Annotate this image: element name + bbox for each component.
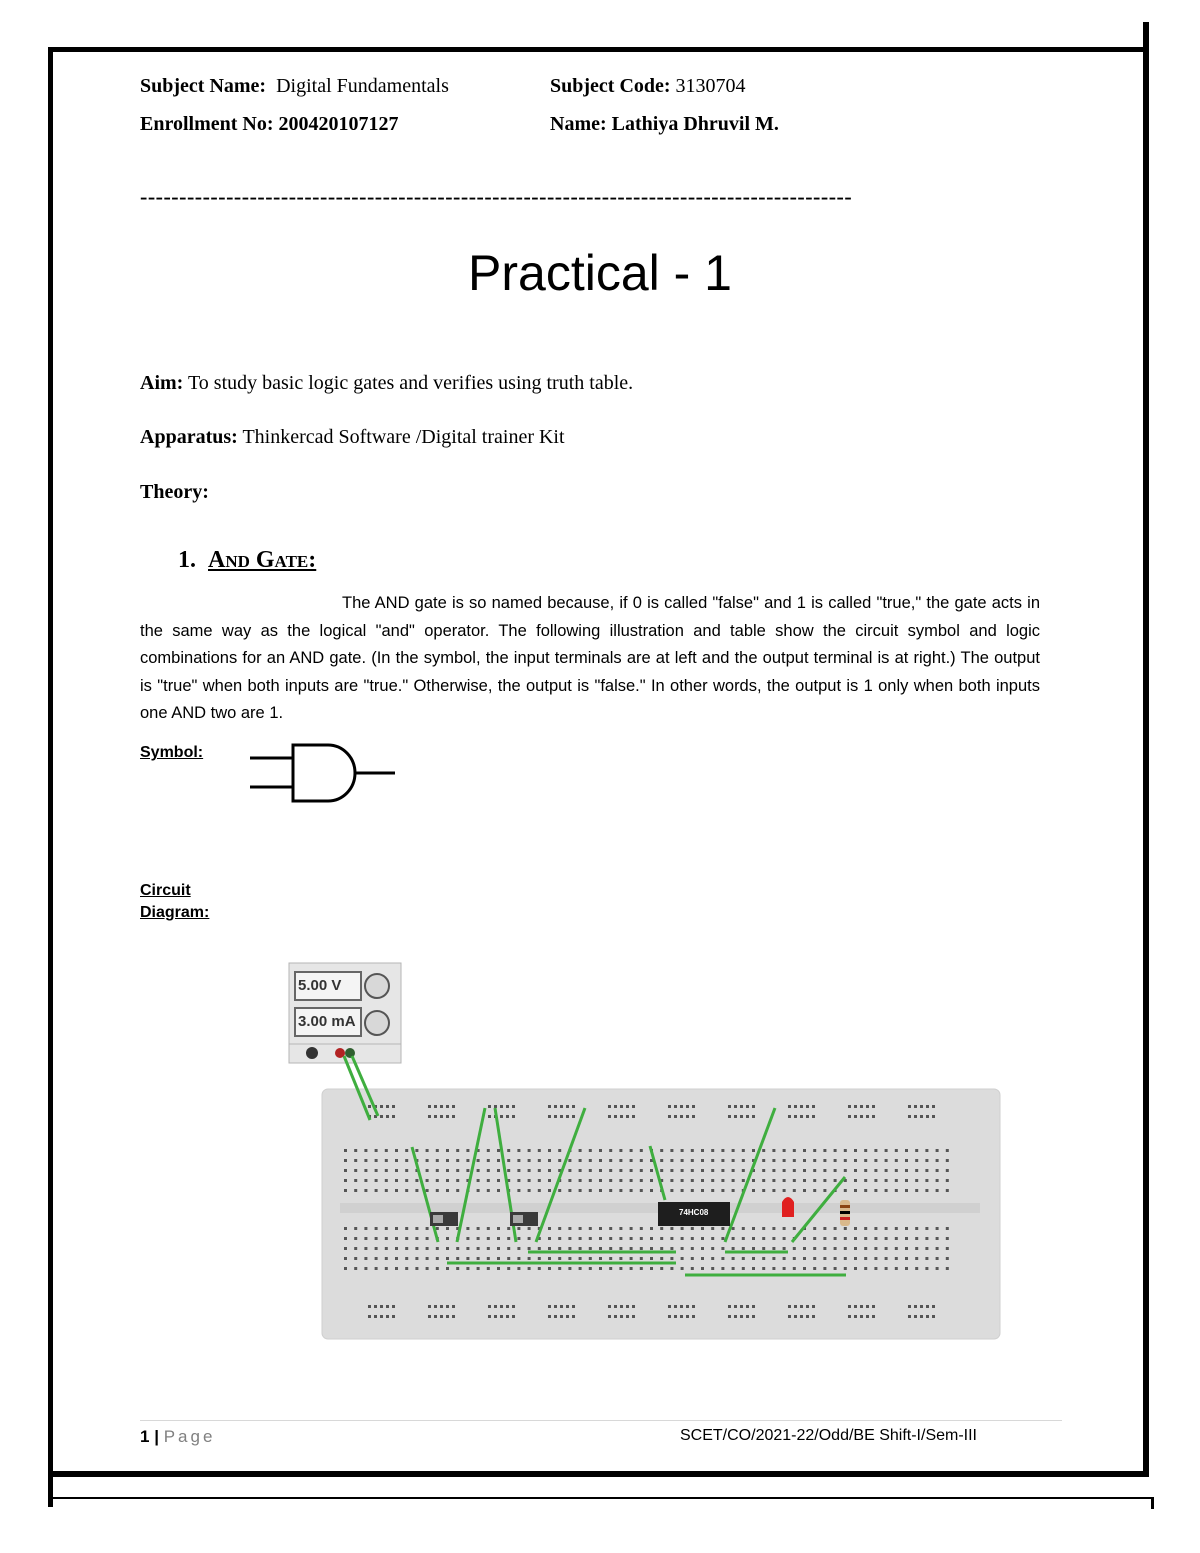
- footer-code: SCET/CO/2021-22/Odd/BE Shift-I/Sem-III: [680, 1427, 977, 1444]
- section-number: 1.: [178, 547, 196, 573]
- apparatus-text: Thinkercad Software /Digital trainer Kit: [242, 426, 565, 448]
- enrollment-value: 200420107127: [278, 113, 399, 135]
- wire: [412, 1147, 438, 1242]
- circuit-components: [320, 1050, 1010, 1350]
- aim-row: [140, 372, 633, 395]
- wire: [725, 1108, 775, 1242]
- page-title: Practical - 1: [468, 245, 732, 301]
- circuit-label-line1: Circuit: [140, 882, 191, 899]
- ic-chip-label: 74HC08: [679, 1208, 709, 1217]
- separator-line: -------------------------------------------------------------------------------------------: [140, 184, 853, 209]
- voltage-readout: 5.00 V: [298, 977, 342, 994]
- apparatus-row: [140, 426, 565, 449]
- subject-name-label: Subject Name:: [140, 75, 267, 97]
- page-border-tick: [1151, 1497, 1154, 1509]
- enrollment-row: [140, 113, 399, 136]
- page-border-bottom: [48, 1471, 1148, 1477]
- section-title: And Gate:: [208, 547, 317, 573]
- wire: [792, 1177, 845, 1242]
- paragraph-text: The AND gate is so named because, if 0 is called "false" and 1 is called "true," the gate acts in the same way as the logical "and" operator. The following illustration and table show the circuit symbol and logic combinations for an AND gate. (In the symbol, the input terminals are at left and the output terminal is at right.) The output is "true" when both inputs are "true." Otherwise, the output is "false." In other words, the output is 1 only when both inputs one AND two are 1.: [140, 594, 1040, 722]
- current-readout: 3.00 mA: [298, 1013, 356, 1030]
- theory-row: [140, 481, 209, 504]
- circuit-diagram-label: [140, 880, 209, 924]
- page-border-bottom-outer: [48, 1497, 1154, 1499]
- theory-label: Theory:: [140, 481, 209, 503]
- wire: [536, 1108, 585, 1242]
- and-gate-symbol-icon: [240, 735, 405, 815]
- page-border-top: [48, 47, 1148, 52]
- led-icon: [782, 1197, 794, 1217]
- footer-page: [140, 1427, 215, 1447]
- enrollment-label: Enrollment No:: [140, 113, 274, 135]
- wire: [650, 1146, 665, 1200]
- student-name-value: Lathiya Dhruvil M.: [611, 113, 779, 135]
- apparatus-label: Apparatus:: [140, 426, 238, 448]
- subject-code-row: [550, 75, 746, 98]
- subject-code-value: 3130704: [675, 75, 746, 97]
- wire: [457, 1108, 485, 1242]
- subject-name-row: [140, 75, 449, 98]
- subject-name-value: Digital Fundamentals: [276, 75, 449, 97]
- page-border-right: [1143, 22, 1149, 1477]
- page-word: Page: [163, 1427, 216, 1446]
- page-separator: |: [154, 1427, 159, 1446]
- page-number: 1: [140, 1427, 150, 1446]
- section-heading: [178, 547, 316, 574]
- aim-text: To study basic logic gates and verifies using truth table.: [187, 372, 634, 394]
- circuit-label-line2: Diagram:: [140, 904, 210, 921]
- aim-label: Aim:: [140, 372, 184, 394]
- subject-code-label: Subject Code:: [550, 75, 671, 97]
- and-gate-description: [140, 590, 1040, 728]
- footer-rule: [140, 1420, 1062, 1421]
- symbol-label: Symbol:: [140, 744, 204, 761]
- student-name-row: [550, 113, 779, 136]
- student-name-label: Name:: [550, 113, 607, 135]
